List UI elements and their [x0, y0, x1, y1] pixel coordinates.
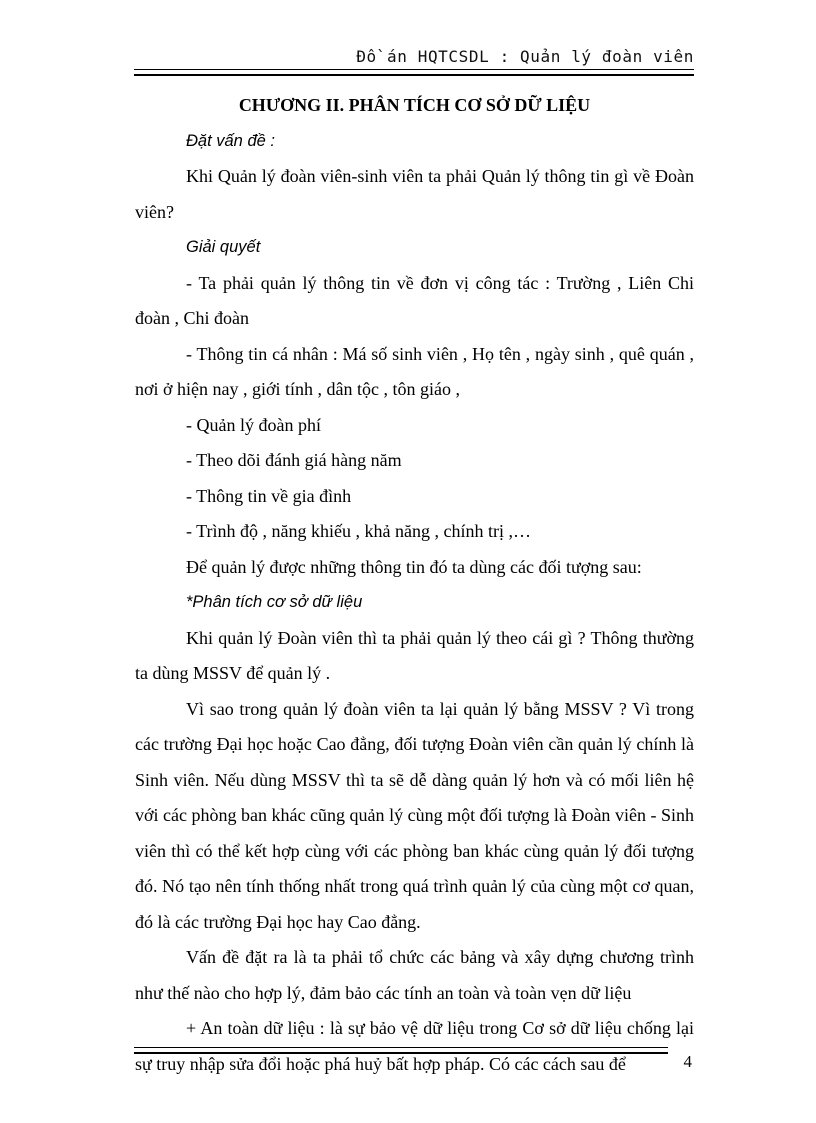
footer-rule: [134, 1047, 668, 1054]
solution-heading: Giải quyết: [186, 238, 261, 256]
paragraph-why-mssv: Vì sao trong quản lý đoàn viên ta lại quản lý bằng MSSV ? Vì trong các trường Đại học hoặc Cao đẳng, đối tượng Đoàn viên cần quản lý chính là Sinh viên. Nếu dùng MSSV thì ta sẽ dễ dàng quản lý hơn và có mối liên hệ với các phòng ban khác cũng quản lý cùng một đối tượng là Đoàn viên - Sinh viên thì có thể kết hợp cùng với các phòng ban khác cùng quản lý đối tượng đó. Nó tạo nên tính thống nhất trong quá trình quản lý của cùng một cơ quan, đó là các trường Đại học hay Cao đẳng.: [135, 698, 694, 932]
list-item: - Theo dõi đánh giá hàng năm: [186, 450, 402, 470]
paragraph-problem: Vấn đề đặt ra là ta phải tổ chức các bảng và xây dựng chương trình như thế nào cho hợp lý, đảm bảo các tính an toàn và toàn vẹn dữ liệu: [135, 947, 694, 1003]
paragraph-data-safety: + An toàn dữ liệu : là sự bảo vệ dữ liệu trong Cơ sở dữ liệu chống lại sự truy nhập sửa đổi hoặc phá huỷ bất hợp pháp. Có các cách sau để: [135, 1018, 694, 1074]
list-item: - Quản lý đoàn phí: [186, 414, 321, 435]
problem-heading: Đặt vấn đề :: [186, 131, 275, 150]
problem-question: Khi Quản lý đoàn viên-sinh viên ta phải Quản lý thông tin gì về Đoàn viên?: [135, 166, 694, 222]
list-item: - Thông tin về gia đình: [186, 485, 352, 506]
list-item: - Trình độ , năng khiếu , khả năng , chính trị ,…: [186, 521, 531, 541]
list-item: - Ta phải quản lý thông tin về đơn vị công tác : Trường , Liên Chi đoàn , Chi đoàn: [135, 272, 694, 328]
page-number: 4: [683, 1052, 692, 1071]
page-body: [135, 88, 694, 1082]
objects-intro: Để quản lý được những thông tin đó ta dùng các đối tượng sau:: [186, 556, 642, 577]
running-header: Đồ án HQTCSDL : Quản lý đoàn viên: [356, 47, 694, 66]
chapter-title: CHƯƠNG II. PHÂN TÍCH CƠ SỞ DỮ LIỆU: [238, 95, 591, 115]
analysis-heading: *Phân tích cơ sở dữ liệu: [186, 593, 363, 611]
header-rule: [134, 69, 694, 76]
list-item: - Thông tin cá nhân : Má số sinh viên , Họ tên , ngày sinh , quê quán , nơi ở hiện nay , giới tính , dân tộc , tôn giáo ,: [135, 343, 694, 399]
paragraph-mssv: Khi quản lý Đoàn viên thì ta phải quản lý theo cái gì ? Thông thường ta dùng MSSV để quản lý .: [135, 627, 694, 683]
